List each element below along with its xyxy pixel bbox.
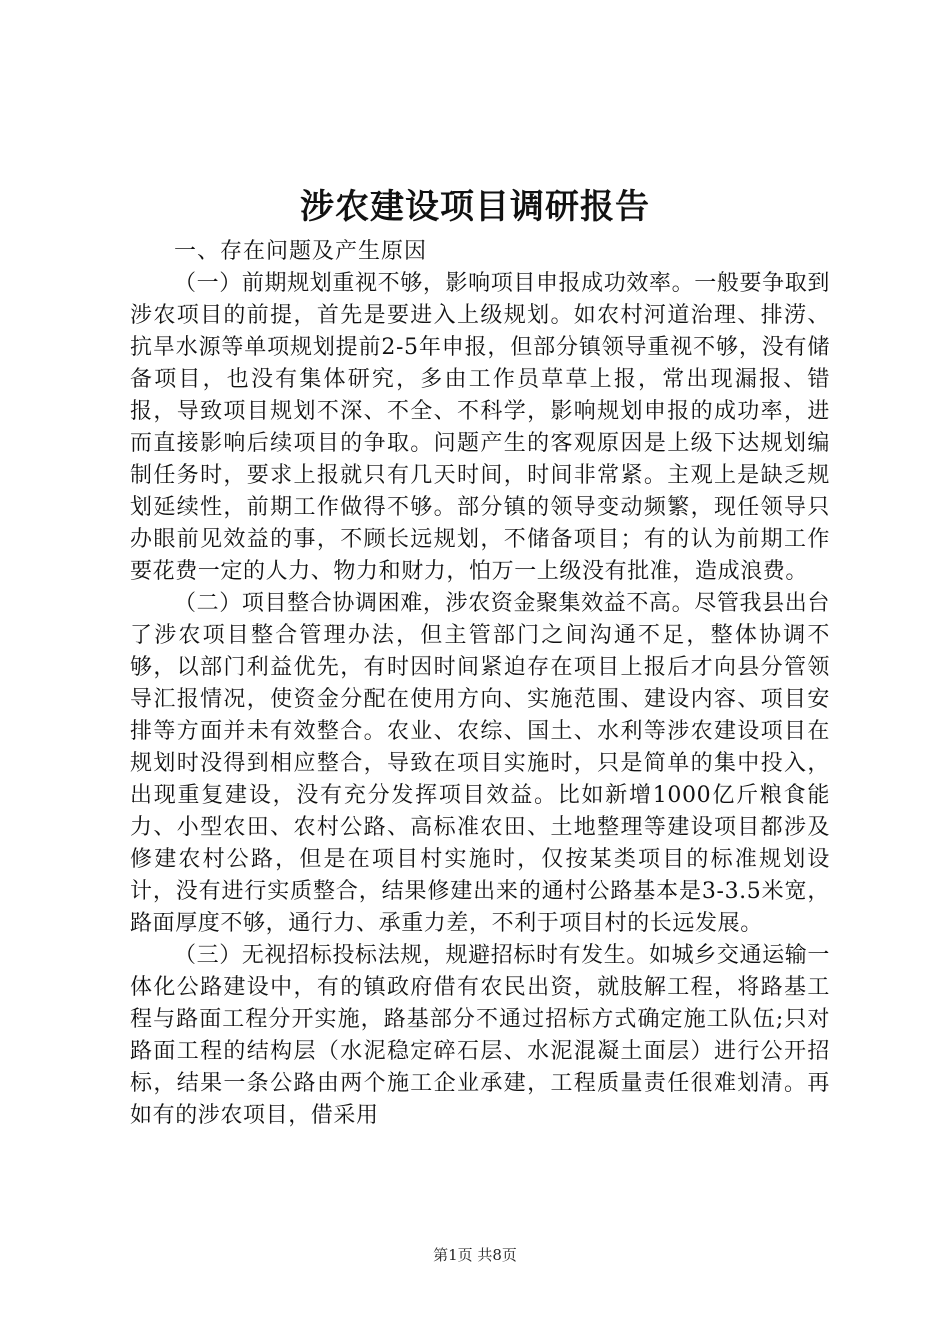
document-title: 涉农建设项目调研报告 xyxy=(300,187,650,227)
paragraph-2: （二）项目整合协调困难，涉农资金聚集效益不高。尽管我县出台了涉农项目整合管理办法，但主管部门之间沟通不足，整体协调不够，以部门利益优先，有时因时间紧迫存在项目上报后才向县分管领导汇报情况，使资金分配在使用方向、实施范围、建设内容、项目安排等方面并未有效整合。农业、农综、国土、水利等涉农建设项目在规划时没得到相应整合，导致在项目实施时，只是简单的集中投入，出现重复建设，没有充分发挥项目效益。比如新增1000亿斤粮食能力、小型农田、农村公路、高标准农田、土地整理等建设项目都涉及修建农村公路，但是在项目村实施时，仅按某类项目的标准规划设计，没有进行实质整合，结果修建出来的通村公路基本是3-3.5米宽，路面厚度不够，通行力、承重力差，不利于项目村的长远发展。 xyxy=(130,591,830,936)
page-footer: 第1页 共8页 xyxy=(433,1246,517,1264)
document-body xyxy=(130,236,830,1132)
paragraph-3: （三）无视招标投标法规，规避招标时有发生。如城乡交通运输一体化公路建设中，有的镇政府借有农民出资，就肢解工程，将路基工程与路面工程分开实施，路基部分不通过招标方式确定施工队伍;只对路面工程的结构层（水泥稳定碎石层、水泥混凝土面层）进行公开招标，结果一条公路由两个施工企业承建，工程质量责任很难划清。再如有的涉农项目，借采用 xyxy=(130,943,830,1128)
section-heading: 一、存在问题及产生原因 xyxy=(174,239,428,264)
paragraph-1: （一）前期规划重视不够，影响项目申报成功效率。一般要争取到涉农项目的前提，首先是要进入上级规划。如农村河道治理、排涝、抗旱水源等单项规划提前2-5年申报，但部分镇领导重视不够，没有储备项目，也没有集体研究，多由工作员草草上报，常出现漏报、错报，导致项目规划不深、不全、不科学，影响规划申报的成功率，进而直接影响后续项目的争取。问题产生的客观原因是上级下达规划编制任务时，要求上报就只有几天时间，时间非常紧。主观上是缺乏规划延续性，前期工作做得不够。部分镇的领导变动频繁，现任领导只办眼前见效益的事，不顾长远规划，不储备项目；有的认为前期工作要花费一定的人力、物力和财力，怕万一上级没有批准，造成浪费。 xyxy=(130,271,830,584)
